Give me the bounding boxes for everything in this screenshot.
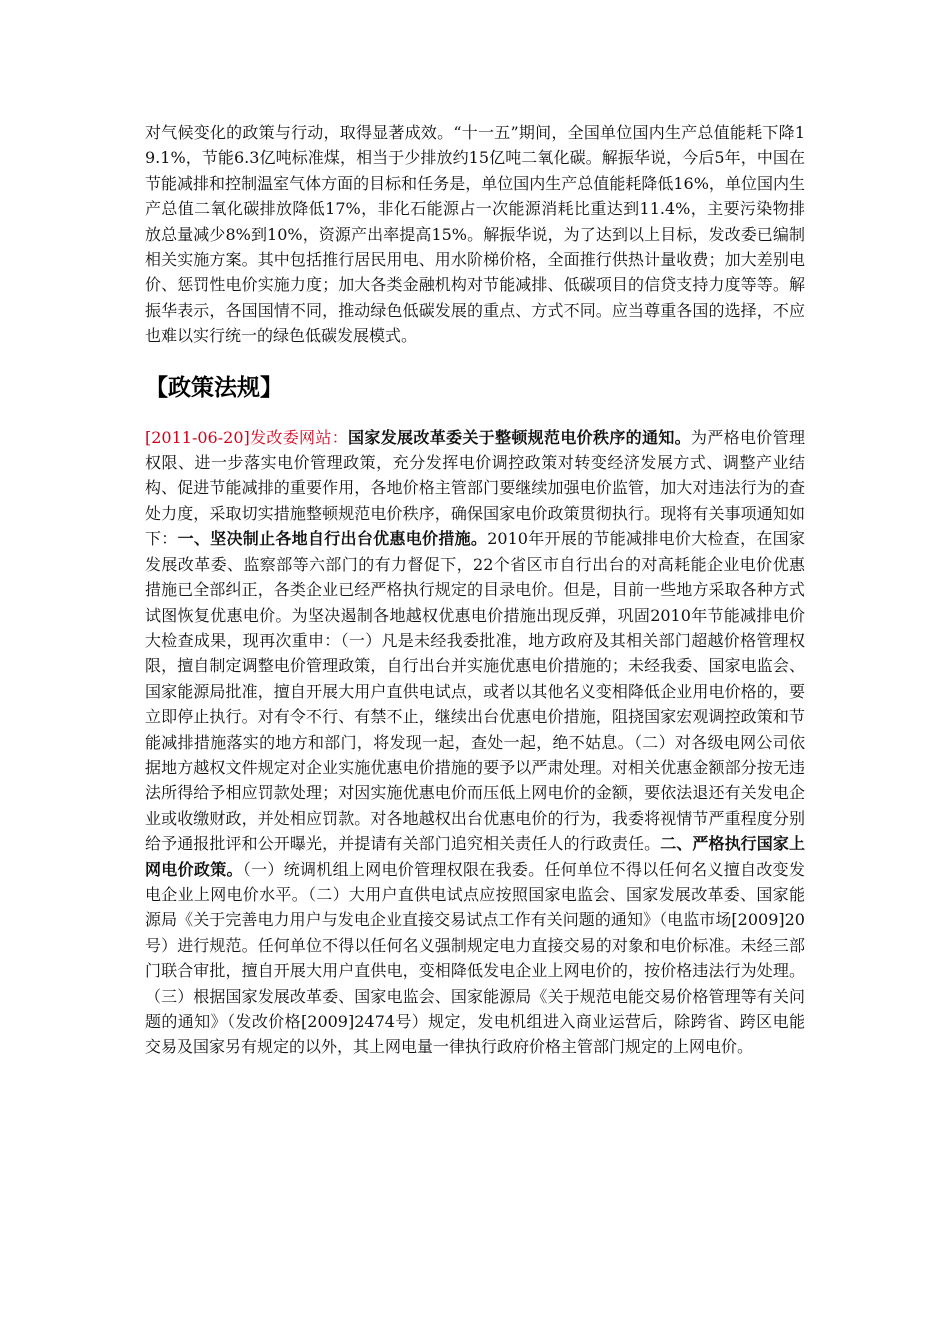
- article-date-source: [2011-06-20]发改委网站：: [145, 427, 349, 447]
- article-heading-2: 二、严格执行国家上网电价政策。: [145, 834, 805, 879]
- article-text-1: 为严格电价管理权限、进一步落实电价管理政策，充分发挥电价调控政策对转变经济发展方式、调整产业结构、促进节能减排的重要作用，各地价格主管部门要继续加强电价监管，加大对违法行为的查处力度，采取切实措施整顿规范电价秩序，确保国家电价政策贯彻执行。现将有关事项通知如下：: [145, 427, 805, 549]
- article-text-2: 2010年开展的节能减排电价大检查，在国家发展改革委、监察部等六部门的有力督促下，22个省区市自行出台的对高耗能企业电价优惠措施已全部纠正，各类企业已经严格执行规定的目录电价。但是，目前一些地方采取各种方式试图恢复优惠电价。为坚决遏制各地越权优惠电价措施出现反弹，巩固2010年节能减排电价大检查成果，现再次重申：（一）凡是未经我委批准，地方政府及其相关部门超越价格管理权限，擅自制定调整电价管理政策，自行出台并实施优惠电价措施的；未经我委、国家电监会、国家能源局批准，擅自开展大用户直供电试点，或者以其他名义变相降低企业用电价格的，要立即停止执行。对有令不行、有禁不止，继续出台优惠电价措施，阻挠国家宏观调控政策和节能减排措施落实的地方和部门，将发现一起，查处一起，绝不姑息。（二）对各级电网公司依据地方越权文件规定对企业实施优惠电价措施的要予以严肃处理。对相关优惠金额部分按无违法所得给予相应罚款处理；对因实施优惠电价而压低上网电价的金额，要依法退还有关发电企业或收缴财政，并处相应罚款。对各地越权出台优惠电价的行为，我委将视情节严重程度分别给予通报批评和公开曝光，并提请有关部门追究相关责任人的行政责任。: [145, 529, 805, 854]
- article-title: 国家发展改革委关于整顿规范电价秩序的通知。: [348, 427, 691, 447]
- document-page: [145, 120, 805, 1060]
- article-heading-1: 一、坚决制止各地自行出台优惠电价措施。: [177, 529, 488, 549]
- intro-paragraph: 对气候变化的政策与行动，取得显著成效。“十一五”期间，全国单位国内生产总值能耗下降19.1%，节能6.3亿吨标准煤，相当于少排放约15亿吨二氧化碳。解振华说，今后5年，中国在节能减排和控制温室气体方面的目标和任务是，单位国内生产总值能耗降低16%，单位国内生产总值二氧化碳排放降低17%，非化石能源占一次能源消耗比重达到11.4%，主要污染物排放总量减少8%到10%，资源产出率提高15%。解振华说，为了达到以上目标，发改委已编制相关实施方案。其中包括推行居民用电、用水阶梯价格，全面推行供热计量收费；加大差别电价、惩罚性电价实施力度；加大各类金融机构对节能减排、低碳项目的信贷支持力度等等。解振华表示，各国国情不同，推动绿色低碳发展的重点、方式不同。应当尊重各国的选择，不应也难以实行统一的绿色低碳发展模式。: [145, 123, 805, 346]
- article-paragraph: [145, 425, 805, 1060]
- section-heading: 【政策法规】: [145, 374, 283, 401]
- article-text-3: （一）统调机组上网电价管理权限在我委。任何单位不得以任何名义擅自改变发电企业上网电价水平。（二）大用户直供电试点应按照国家电监会、国家发展改革委、国家能源局《关于完善电力用户与发电企业直接交易试点工作有关问题的通知》（电监市场[2009]20号）进行规范。任何单位不得以任何名义强制规定电力直接交易的对象和电价标准。未经三部门联合审批，擅自开展大用户直供电，变相降低发电企业上网电价的，按价格违法行为处理。（三）根据国家发展改革委、国家电监会、国家能源局《关于规范电能交易价格管理等有关问题的通知》（发改价格[2009]2474号）规定，发电机组进入商业运营后，除跨省、跨区电能交易及国家另有规定的以外，其上网电量一律执行政府价格主管部门规定的上网电价。: [145, 859, 805, 1057]
